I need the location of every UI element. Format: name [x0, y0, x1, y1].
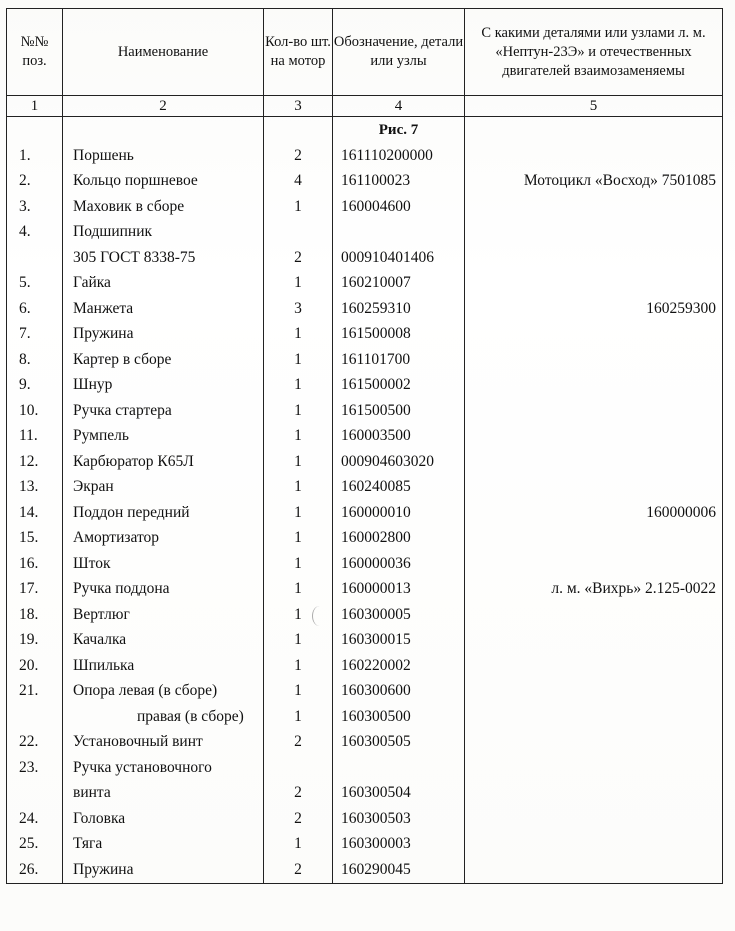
row-note	[465, 271, 723, 297]
row-note	[465, 551, 723, 577]
table-row	[7, 449, 723, 475]
row-position: 23.	[7, 755, 63, 781]
row-note	[465, 194, 723, 220]
row-quantity: 1	[264, 832, 333, 858]
row-position: 17.	[7, 577, 63, 603]
table-row	[7, 781, 723, 807]
row-note	[465, 628, 723, 654]
row-position: 3.	[7, 194, 63, 220]
row-quantity: 1	[264, 653, 333, 679]
row-quantity: 2	[264, 781, 333, 807]
row-quantity: 1	[264, 322, 333, 348]
row-quantity: 1	[264, 551, 333, 577]
header-designation: Обозначение, детали или узлы	[333, 9, 465, 96]
row-quantity: 1	[264, 347, 333, 373]
row-quantity: 1	[264, 577, 333, 603]
row-quantity: 2	[264, 730, 333, 756]
row-quantity: 1	[264, 628, 333, 654]
row-code: 160300500	[333, 704, 465, 730]
header-interchangeable: С какими деталями или узлами л. м. «Нептун-23Э» и отечественных двигателей взаимозаменяемы	[465, 9, 723, 96]
row-position: 16.	[7, 551, 63, 577]
row-name: Вертлюг	[63, 602, 264, 628]
row-position: 21.	[7, 679, 63, 705]
table-row	[7, 653, 723, 679]
row-quantity: 1	[264, 424, 333, 450]
table-row	[7, 628, 723, 654]
row-position: 13.	[7, 475, 63, 501]
row-code: 160240085	[333, 475, 465, 501]
row-quantity	[264, 220, 333, 246]
table-row	[7, 424, 723, 450]
row-quantity: 1	[264, 526, 333, 552]
row-position: 2.	[7, 169, 63, 195]
row-code	[333, 220, 465, 246]
row-quantity: 1	[264, 500, 333, 526]
row-quantity: 1	[264, 373, 333, 399]
table-row	[7, 169, 723, 195]
table-row	[7, 602, 723, 628]
row-position: 5.	[7, 271, 63, 297]
table-row	[7, 245, 723, 271]
row-code: 161500500	[333, 398, 465, 424]
row-code: 160002800	[333, 526, 465, 552]
row-code: 161500002	[333, 373, 465, 399]
row-name: Кольцо поршневое	[63, 169, 264, 195]
table-row	[7, 143, 723, 169]
row-quantity: 2	[264, 143, 333, 169]
row-code: 160210007	[333, 271, 465, 297]
table-row	[7, 857, 723, 883]
row-position: 10.	[7, 398, 63, 424]
row-position: 12.	[7, 449, 63, 475]
row-name: Карбюратор К65Л	[63, 449, 264, 475]
row-note	[465, 602, 723, 628]
row-quantity: 1	[264, 398, 333, 424]
table-row	[7, 526, 723, 552]
row-position: 7.	[7, 322, 63, 348]
row-quantity	[264, 755, 333, 781]
row-name: Пружина	[63, 322, 264, 348]
figure-label: Рис. 7	[333, 117, 465, 144]
row-quantity: 4	[264, 169, 333, 195]
row-position	[7, 704, 63, 730]
row-position: 1.	[7, 143, 63, 169]
row-name: Румпель	[63, 424, 264, 450]
table-row	[7, 577, 723, 603]
table-row	[7, 296, 723, 322]
row-code: 160000010	[333, 500, 465, 526]
row-name: Амортизатор	[63, 526, 264, 552]
row-name: Манжета	[63, 296, 264, 322]
row-code: 161101700	[333, 347, 465, 373]
row-code: 160300504	[333, 781, 465, 807]
row-quantity: 1	[264, 475, 333, 501]
row-name: Пружина	[63, 857, 264, 883]
row-code: 161500008	[333, 322, 465, 348]
row-quantity: 1	[264, 194, 333, 220]
table-row	[7, 730, 723, 756]
row-note: 160259300	[465, 296, 723, 322]
table-row	[7, 398, 723, 424]
row-code: 160300015	[333, 628, 465, 654]
table-row	[7, 220, 723, 246]
table-row	[7, 551, 723, 577]
table-row	[7, 806, 723, 832]
column-number: 2	[63, 96, 264, 117]
row-note	[465, 449, 723, 475]
row-position	[7, 781, 63, 807]
table-row	[7, 475, 723, 501]
row-position	[7, 245, 63, 271]
row-note	[465, 526, 723, 552]
table-row	[7, 704, 723, 730]
row-position: 8.	[7, 347, 63, 373]
row-position: 4.	[7, 220, 63, 246]
row-name: Ручка поддона	[63, 577, 264, 603]
row-code: 160300005	[333, 602, 465, 628]
row-name: Качалка	[63, 628, 264, 654]
row-code	[333, 755, 465, 781]
row-position: 6.	[7, 296, 63, 322]
row-position: 20.	[7, 653, 63, 679]
row-quantity: 2	[264, 245, 333, 271]
row-position: 26.	[7, 857, 63, 883]
row-code: 160290045	[333, 857, 465, 883]
column-number: 1	[7, 96, 63, 117]
row-name: Поддон передний	[63, 500, 264, 526]
row-name: Шнур	[63, 373, 264, 399]
row-name: 305 ГОСТ 8338-75	[63, 245, 264, 271]
row-quantity: 1	[264, 449, 333, 475]
row-note	[465, 653, 723, 679]
table-row	[7, 500, 723, 526]
table-row	[7, 194, 723, 220]
header-name: Наименование	[63, 9, 264, 96]
row-note	[465, 347, 723, 373]
row-code: 160300505	[333, 730, 465, 756]
row-name: Установочный винт	[63, 730, 264, 756]
row-name: Гайка	[63, 271, 264, 297]
row-note	[465, 398, 723, 424]
table-row	[7, 373, 723, 399]
row-position: 14.	[7, 500, 63, 526]
figure-label-row	[7, 117, 723, 144]
row-code: 000904603020	[333, 449, 465, 475]
row-note	[465, 806, 723, 832]
row-name: Ручка установочного	[63, 755, 264, 781]
parts-table	[6, 8, 723, 884]
row-position: 18.	[7, 602, 63, 628]
row-quantity: 1	[264, 602, 333, 628]
row-code: 160000013	[333, 577, 465, 603]
table-row	[7, 347, 723, 373]
row-note	[465, 832, 723, 858]
row-position: 19.	[7, 628, 63, 654]
row-note	[465, 475, 723, 501]
table-row	[7, 679, 723, 705]
row-name: винта	[63, 781, 264, 807]
row-note	[465, 857, 723, 883]
column-number: 4	[333, 96, 465, 117]
table-row	[7, 755, 723, 781]
table-header-row	[7, 9, 723, 96]
column-number: 3	[264, 96, 333, 117]
row-quantity: 1	[264, 704, 333, 730]
row-name: Маховик в сборе	[63, 194, 264, 220]
row-code: 160003500	[333, 424, 465, 450]
header-position: №№ поз.	[7, 9, 63, 96]
row-code: 000910401406	[333, 245, 465, 271]
row-note	[465, 322, 723, 348]
row-position: 9.	[7, 373, 63, 399]
row-code: 160300503	[333, 806, 465, 832]
row-note	[465, 424, 723, 450]
row-position: 24.	[7, 806, 63, 832]
row-quantity: 1	[264, 271, 333, 297]
table-row	[7, 322, 723, 348]
row-position: 25.	[7, 832, 63, 858]
row-note	[465, 730, 723, 756]
row-code: 160000036	[333, 551, 465, 577]
row-code: 160300600	[333, 679, 465, 705]
row-note	[465, 373, 723, 399]
row-name: Шток	[63, 551, 264, 577]
row-note	[465, 704, 723, 730]
row-name: Головка	[63, 806, 264, 832]
table-row	[7, 271, 723, 297]
row-position: 15.	[7, 526, 63, 552]
row-name: Экран	[63, 475, 264, 501]
row-note	[465, 755, 723, 781]
row-note: л. м. «Вихрь» 2.125-0022	[465, 577, 723, 603]
row-quantity: 2	[264, 857, 333, 883]
row-name: Ручка стартера	[63, 398, 264, 424]
row-name: правая (в сборе)	[63, 704, 264, 730]
row-name: Картер в сборе	[63, 347, 264, 373]
row-code: 161110200000	[333, 143, 465, 169]
column-number: 5	[465, 96, 723, 117]
row-note	[465, 220, 723, 246]
row-note	[465, 781, 723, 807]
row-name: Подшипник	[63, 220, 264, 246]
row-code: 160220002	[333, 653, 465, 679]
row-note	[465, 245, 723, 271]
header-quantity: Кол-во шт. на мотор	[264, 9, 333, 96]
row-note	[465, 143, 723, 169]
row-code: 160259310	[333, 296, 465, 322]
row-code: 161100023	[333, 169, 465, 195]
row-position: 11.	[7, 424, 63, 450]
row-name: Тяга	[63, 832, 264, 858]
row-name: Опора левая (в сборе)	[63, 679, 264, 705]
table-row	[7, 832, 723, 858]
row-quantity: 1	[264, 679, 333, 705]
row-note	[465, 679, 723, 705]
row-quantity: 2	[264, 806, 333, 832]
row-code: 160300003	[333, 832, 465, 858]
pencil-mark	[312, 606, 327, 626]
row-position: 22.	[7, 730, 63, 756]
row-name: Поршень	[63, 143, 264, 169]
row-quantity: 3	[264, 296, 333, 322]
row-name: Шпилька	[63, 653, 264, 679]
row-note: Мотоцикл «Восход» 7501085	[465, 169, 723, 195]
row-code: 160004600	[333, 194, 465, 220]
row-note: 160000006	[465, 500, 723, 526]
column-number-row	[7, 96, 723, 117]
